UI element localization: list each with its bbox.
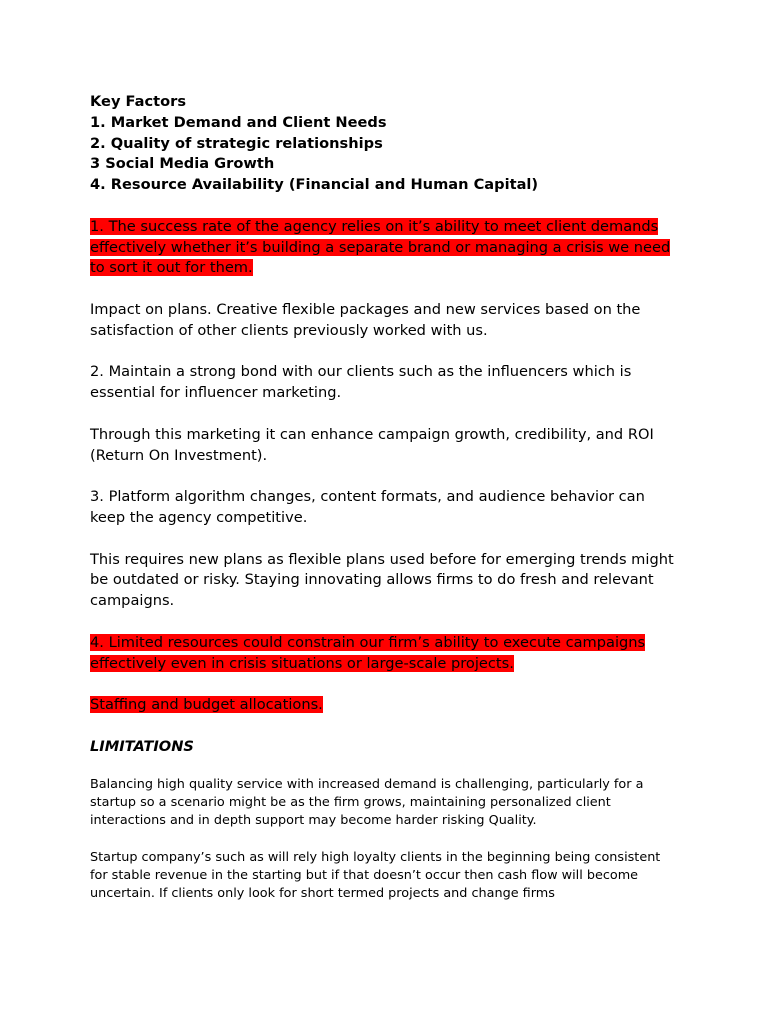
key-factors-title: Key Factors: [90, 93, 187, 110]
highlighted-paragraph: [90, 217, 680, 279]
body-paragraph: 2. Maintain a strong bond with our clients such as the influencers which is essential for influencer marketing.: [90, 363, 632, 402]
highlighted-text: 1. The success rate of the agency relies on it’s ability to meet client demands effectively whether it’s building a separate brand or managing a crisis we need to sort it out for them.: [90, 217, 671, 277]
highlighted-paragraph: [90, 695, 680, 716]
key-factors-block: [90, 92, 680, 196]
highlighted-text: 4. Limited resources could constrain our firm’s ability to execute campaigns effectively even in crisis situations or large-scale projects.: [90, 633, 646, 672]
body-paragraph: Through this marketing it can enhance campaign growth, credibility, and ROI (Return On Investment).: [90, 425, 654, 464]
body-paragraph: 3. Platform algorithm changes, content formats, and audience behavior can keep the agency competitive.: [90, 488, 645, 526]
key-factor-item: 1. Market Demand and Client Needs: [90, 113, 387, 131]
key-factor-item: 2. Quality of strategic relationships: [90, 134, 383, 152]
body-paragraph: This requires new plans as flexible plans used before for emerging trends might be outdated or risky. Staying innovating allows firms to do fresh and relevant campaigns.: [90, 550, 674, 610]
document-page: [90, 92, 680, 922]
limitations-title: LIMITATIONS: [90, 737, 194, 755]
body-paragraph: Impact on plans. Creative flexible packages and new services based on the satisfaction of other clients previously worked with us.: [90, 300, 641, 339]
highlighted-paragraph: [90, 633, 680, 675]
limitations-paragraph: Balancing high quality service with increased demand is challenging, particularly for a startup so a scenario might be as the firm grows, maintaining personalized client interactions and in depth support may become harder risking Quality.: [90, 776, 644, 829]
key-factor-item: 3 Social Media Growth: [90, 155, 275, 173]
highlighted-text: Staffing and budget allocations.: [90, 696, 323, 714]
key-factor-item: 4. Resource Availability (Financial and Human Capital): [90, 176, 539, 194]
limitations-paragraph: Startup company’s such as will rely high loyalty clients in the beginning being consistent for stable revenue in the starting but if that doesn’t occur then cash flow will become uncertain. If clients only look for short termed projects and change firms: [90, 849, 661, 902]
